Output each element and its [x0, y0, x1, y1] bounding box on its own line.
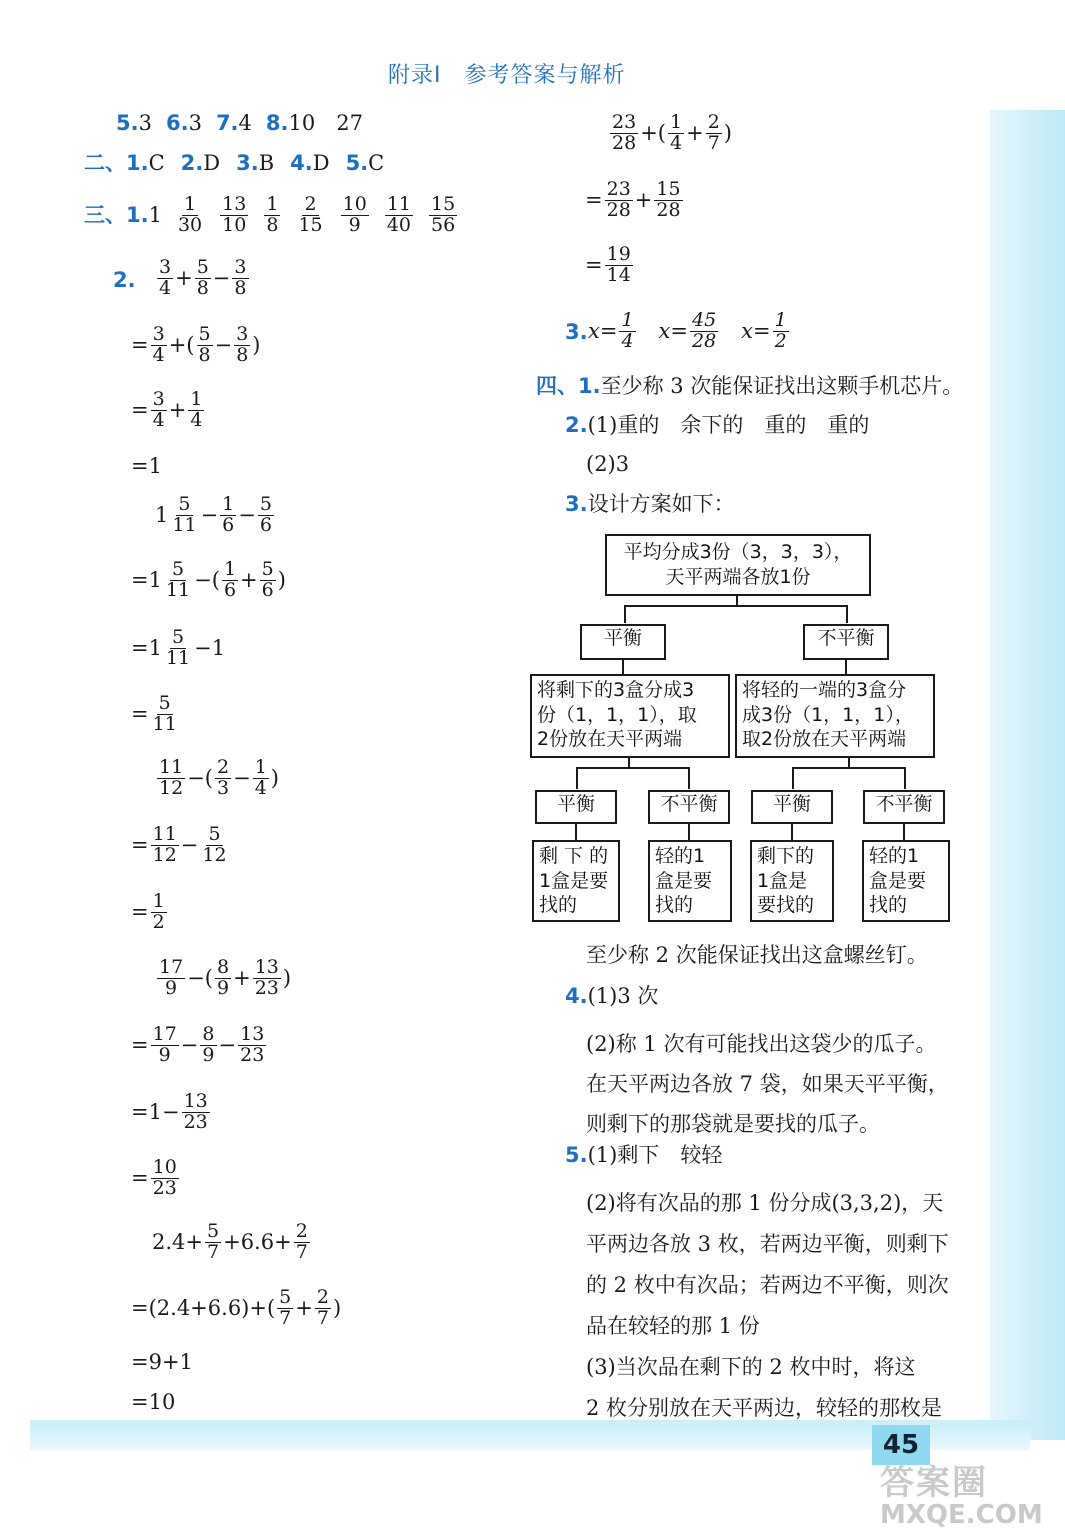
fraction: $\frac{5}{6}$: [259, 493, 272, 536]
calc4-line4: = $\frac{10}{23}$: [131, 1156, 177, 1199]
fraction: $\frac{10}{23}$: [152, 1156, 177, 1199]
answers-row-3: 三、1.1 $\frac{1}{30}$ $\frac{13}{10}$ $\frac{1}{8}$ $\frac{2}{15}$ $\frac{10}{9}$ $\frac{11}{40}$ $\frac{15}{56}$: [84, 193, 456, 236]
calc1-line1: $\frac{3}{4}$ + $\frac{5}{8}$ − $\frac{3}{8}$: [159, 256, 247, 299]
fraction: $\frac{10}{9}$: [342, 193, 367, 236]
fraction: $\frac{23}{28}$: [612, 111, 637, 154]
section-4-item-1: [536, 376, 963, 397]
connector: [688, 767, 690, 789]
fraction: $\frac{2}{7}$: [316, 1286, 329, 1329]
fraction: $\frac{1}{4}$: [669, 111, 683, 154]
fraction: $\frac{23}{28}$: [606, 178, 631, 221]
fraction: $\frac{5}{8}$: [198, 323, 211, 366]
connector: [575, 824, 577, 840]
fraction: $\frac{3}{8}$: [236, 323, 249, 366]
fraction: $\frac{17}{9}$: [159, 956, 184, 999]
s4-2b-text: (2)3: [586, 452, 630, 476]
section-4-item-5a: [565, 1145, 722, 1166]
calc2-line4: = $\frac{5}{11}$: [131, 692, 177, 735]
fraction: $\frac{1}{6}$: [222, 493, 235, 536]
fraction: $\frac{8}{9}$: [202, 1023, 215, 1066]
fraction: $\frac{45}{28}$: [692, 309, 717, 352]
flow-unbalance-text: 不平衡: [817, 627, 875, 649]
flow-leaf-2: [648, 840, 732, 922]
flow-leaf-1-text: 剩 下 的 1盒是要 找的: [539, 845, 609, 917]
flow-right-text: 将轻的一端的3盒分 成3份（1，1，1）， 取2份放在天平两端: [742, 679, 914, 751]
watermark: [880, 1455, 1043, 1530]
fraction: $\frac{13}{10}$: [222, 193, 247, 236]
fraction: $\frac{5}{7}$: [279, 1286, 292, 1329]
s4-1-text: 至少称 3 次能保证找出这颗手机芯片。: [600, 374, 964, 398]
fraction: $\frac{1}{30}$: [177, 193, 203, 236]
section-4-item-3: [565, 494, 735, 515]
connector: [688, 824, 690, 840]
fraction: $\frac{5}{8}$: [196, 256, 209, 299]
s4-4a-text: (1)3 次: [587, 984, 659, 1008]
fraction: $\frac{5}{11}$: [165, 558, 191, 601]
s4-4-label: 4.: [565, 984, 588, 1008]
calc2-line1: 1 $\frac{5}{11}$ − $\frac{1}{6}$ − $\frac{5}{6}$: [155, 493, 272, 536]
fraction: $\frac{3}{4}$: [152, 388, 165, 431]
fraction: $\frac{3}{4}$: [159, 256, 172, 299]
section-4-item-2a: [565, 415, 869, 436]
s4-4b-text: (2)称 1 次有可能找出这袋少的瓜子。 在天平两边各放 7 袋，如果天平平衡， 则剩下的那袋就是要找的瓜子。: [586, 1032, 949, 1136]
page-header: 附录Ⅰ 参考答案与解析: [388, 63, 626, 88]
fraction: $\frac{1}{2}$: [152, 890, 165, 933]
fraction: $\frac{1}{4}$: [190, 388, 203, 431]
flow-ll-balance-box: [535, 790, 617, 824]
flow-leaf-3-text: 剩下的 1盒是 要找的: [757, 845, 815, 917]
connector: [624, 605, 848, 607]
flow-rr-unbalance-text: 不平衡: [875, 793, 933, 815]
fraction: $\frac{5}{12}$: [202, 823, 227, 866]
calc5-line3: =9+1: [131, 1350, 193, 1374]
calc1-line4: =1: [131, 454, 162, 478]
flow-leaf-4: [862, 840, 950, 922]
fraction: $\frac{5}{11}$: [165, 626, 191, 669]
fraction: $\frac{2}{7}$: [295, 1220, 308, 1263]
s4-5b-text: (2)将有次品的那 1 份分成(3,3,2)，天 平两边各放 3 枚，若两边平衡，则剩下 的 2 枚中有次品；若两边不平衡，则次 品在较轻的那 1 份: [586, 1191, 949, 1338]
fraction: $\frac{5}{6}$: [261, 558, 274, 601]
connector: [622, 660, 624, 674]
s4-5a-text: (1)剩下 较轻: [587, 1143, 723, 1167]
flow-balance-text: 平衡: [603, 627, 642, 649]
calc5-line4: =10: [131, 1390, 176, 1414]
s4-3-text: 设计方案如下：: [587, 492, 735, 516]
connector: [792, 767, 794, 789]
flow-ll-unbalance-text: 不平衡: [660, 793, 718, 815]
s4-2-label: 2.: [565, 413, 588, 437]
fraction: $\frac{3}{4}$: [152, 323, 165, 366]
fraction: $\frac{2}{7}$: [707, 111, 720, 154]
flow-unbalance-box: [803, 624, 889, 660]
calc4-line1: $\frac{17}{9}$ −( $\frac{8}{9}$ + $\frac{13}{23}$ ): [159, 956, 292, 999]
calc5-line1: 2.4+ $\frac{5}{7}$ +6.6+ $\frac{2}{7}$: [152, 1220, 308, 1263]
fraction: $\frac{5}{11}$: [172, 493, 197, 536]
fraction: $\frac{19}{14}$: [606, 243, 631, 286]
flow-leaf-2-text: 轻的1 盒是要 找的: [655, 845, 713, 917]
flow-balance-box: [580, 624, 666, 660]
calc6-line1: $\frac{23}{28}$ +( $\frac{1}{4}$ + $\frac{2}{7}$ ): [612, 111, 732, 154]
s4-3-conclusion: 至少称 2 次能保证找出这盒螺丝钉。: [586, 943, 928, 967]
watermark-site: MXQE.COM: [880, 1500, 1043, 1530]
calc2-line3: =1 $\frac{5}{11}$ −1: [131, 626, 226, 669]
calc3-line2: = $\frac{11}{12}$ − $\frac{5}{12}$: [131, 823, 227, 866]
calc6-line2: = $\frac{23}{28}$ + $\frac{15}{28}$: [585, 178, 681, 221]
s4-3-label: 3.: [565, 492, 588, 516]
connector: [904, 767, 906, 789]
fraction: $\frac{3}{8}$: [234, 256, 247, 299]
connector: [846, 605, 848, 623]
flow-top-text: 平均分成3份（3，3，3）， 天平两端各放1份: [623, 541, 853, 588]
fraction: $\frac{5}{11}$: [152, 692, 177, 735]
fraction: $\frac{17}{9}$: [152, 1023, 177, 1066]
connector: [576, 767, 690, 769]
flow-ll-unbalance-box: [648, 790, 730, 824]
connector: [903, 824, 905, 840]
connector: [576, 767, 578, 789]
flow-leaf-3: [750, 840, 834, 922]
calc4-line3: =1− $\frac{13}{23}$: [131, 1090, 208, 1133]
flow-left-box: [530, 674, 730, 758]
fraction: $\frac{15}{56}$: [431, 193, 456, 236]
flow-rr-balance-text: 平衡: [772, 793, 811, 815]
s4-5c-text: (3)当次品在剩下的 2 枚中时，将这 2 枚分别放在天平两边，较轻的那枚是: [586, 1355, 943, 1420]
s4-5-label: 5.: [565, 1143, 588, 1167]
question-2-label: 2.: [113, 268, 136, 292]
s4-2a-text: (1)重的 余下的 重的 重的: [587, 413, 870, 437]
section-4-item-4a: [565, 986, 658, 1007]
calc1-line3: = $\frac{3}{4}$ + $\frac{1}{4}$: [131, 388, 203, 431]
fraction: $\frac{13}{23}$: [254, 956, 279, 999]
flow-rr-balance-box: [751, 790, 833, 824]
fraction: $\frac{1}{2}$: [774, 309, 787, 352]
fraction: $\frac{13}{23}$: [183, 1090, 208, 1133]
flow-leaf-1: [532, 840, 620, 922]
fraction: $\frac{5}{7}$: [207, 1220, 220, 1263]
calc4-line2: = $\frac{17}{9}$ − $\frac{8}{9}$ − $\frac{13}{23}$: [131, 1023, 265, 1066]
fraction: $\frac{8}{9}$: [216, 956, 230, 999]
calc2-line2: =1 $\frac{5}{11}$ −( $\frac{1}{6}$ + $\frac{5}{6}$ ): [131, 558, 286, 601]
calc3-line1: $\frac{11}{12}$ −( $\frac{2}{3}$ − $\frac{1}{4}$ ): [159, 756, 279, 799]
fraction: $\frac{13}{23}$: [240, 1023, 265, 1066]
fraction: $\frac{1}{4}$: [254, 756, 267, 799]
question-3-label: 3.: [565, 320, 588, 344]
flow-right-box: [735, 674, 935, 758]
fraction: $\frac{1}{6}$: [223, 558, 237, 601]
flow-left-text: 将剩下的3盒分成3 份（1，1，1），取 2份放在天平两端: [537, 679, 697, 751]
fraction: $\frac{11}{12}$: [159, 756, 184, 799]
fraction: $\frac{1}{4}$: [621, 309, 634, 352]
connector: [624, 605, 626, 623]
fraction: $\frac{11}{12}$: [152, 823, 177, 866]
calc6-line3: = $\frac{19}{14}$: [585, 243, 631, 286]
fraction: $\frac{15}{28}$: [656, 178, 681, 221]
page-number: 45: [872, 1425, 930, 1465]
flow-rr-unbalance-box: [863, 790, 945, 824]
connector: [845, 660, 847, 674]
fraction: $\frac{2}{15}$: [298, 193, 323, 236]
flow-top-box: [605, 534, 871, 596]
section-4-label: 四、1.: [536, 374, 601, 398]
calc3-line3: = $\frac{1}{2}$: [131, 890, 165, 933]
flow-ll-balance-text: 平衡: [556, 793, 595, 815]
calc5-line2: =(2.4+6.6)+( $\frac{5}{7}$ + $\frac{2}{7}$ ): [131, 1286, 342, 1329]
connector: [792, 767, 906, 769]
watermark-logo: 答案圈: [880, 1463, 988, 1503]
answers-row-2: 二、1.C 2.D 3.B 4.D 5.C: [84, 151, 385, 175]
fraction: $\frac{1}{8}$: [266, 193, 279, 236]
fraction: $\frac{2}{3}$: [216, 756, 230, 799]
calc1-line2: = $\frac{3}{4}$ +( $\frac{5}{8}$ − $\frac{3}{8}$ ): [131, 323, 261, 366]
fraction: $\frac{11}{40}$: [386, 193, 411, 236]
connector: [791, 824, 793, 840]
right-decor-band: [990, 110, 1065, 1440]
flow-leaf-4-text: 轻的1 盒是要 找的: [869, 845, 927, 917]
question-3-answers: x= $\frac{1}{4}$ x= $\frac{45}{28}$ x= $\frac{1}{2}$: [588, 309, 787, 352]
answers-row-1: 5.3 6.3 7.4 8.10 27: [116, 111, 363, 135]
